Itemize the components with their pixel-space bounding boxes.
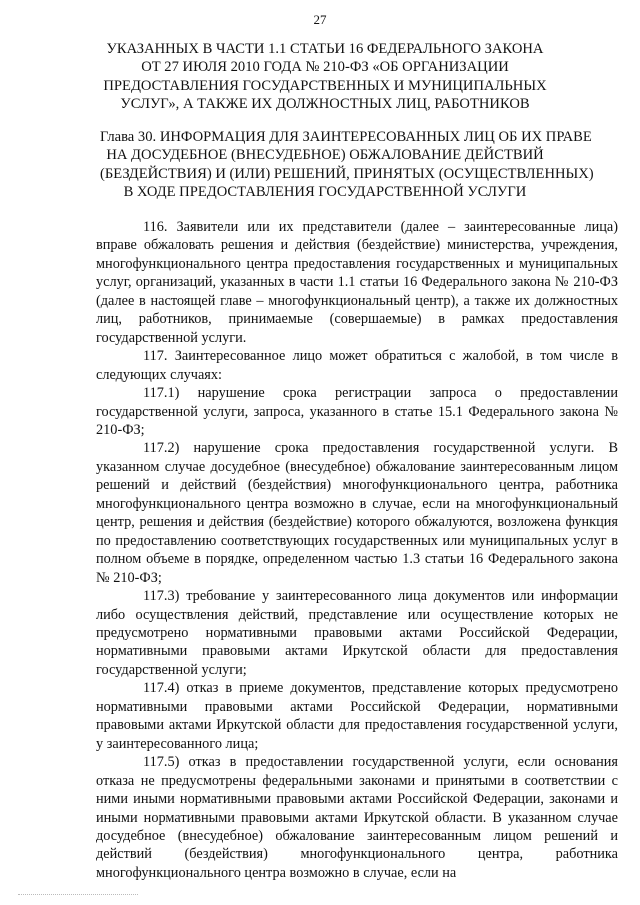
paragraph-117: 117. Заинтересованное лицо может обратиться с жалобой, в том числе в следующих случаях: [96,348,618,383]
chapter-heading [100,128,594,202]
paragraph-116: 116. Заявители или их представители (далее – заинтересованные лица) вправе обжаловать решения и действия (бездействие) министерства, учреждения, многофункционального центра предоставления государственных и муниципальных услуг, организаций, указанных в части 1.1 статьи 16 Федерального закона № 210-ФЗ (далее в настоящей главе – многофункциональный центр), а также их должностных лиц, работников, принимаемые (совершаемые) в рамках предоставления государственной услуги. [96,219,618,346]
heading-line: ОТ 27 ИЮЛЯ 2010 ГОДА № 210-ФЗ «ОБ ОРГАНИЗАЦИИ [141,59,509,76]
paragraph-117-3: 117.3) требование у заинтересованного лица документов или информации либо осуществления действий, представление или осуществление которых не предусмотрено нормативными правовыми актами Российской Федерации, нормативными правовыми актами Иркутской области для предоставления государственной услуги; [96,588,618,678]
heading-line: УКАЗАННЫХ В ЧАСТИ 1.1 СТАТЬИ 16 ФЕДЕРАЛЬНОГО ЗАКОНА [106,41,544,57]
section-heading [86,40,564,114]
heading-line: УСЛУГ», А ТАКЖЕ ИХ ДОЛЖНОСТНЫХ ЛИЦ, РАБОТНИКОВ [120,96,530,113]
chapter-heading-line: НА ДОСУДЕБНОЕ (ВНЕСУДЕБНОЕ) ОБЖАЛОВАНИЕ ДЕЙСТВИЙ [106,147,544,164]
chapter-heading-line: В ХОДЕ ПРЕДОСТАВЛЕНИЯ ГОСУДАРСТВЕННОЙ УСЛУГИ [123,184,527,201]
paragraph-117-5: 117.5) отказ в предоставлении государственной услуги, если основания отказа не предусмотрены федеральными законами и принятыми в соответствии с ними иными нормативными правовыми актами Российской Федерации, законами и иными нормативными правовыми актами Иркутской области. В указанном случае досудебное (внесудебное) обжалование заинтересованным лицом решений и действий (бездействия) многофункционального центра, работника многофункционального центра возможно в случае, если на [96,754,618,881]
body-text [96,218,618,882]
paragraph-117-2: 117.2) нарушение срока предоставления государственной услуги. В указанном случае досудебное (внесудебное) обжалование заинтересованным лицом решений и действий (бездействия) многофункционального центра, работника многофункционального центра возможно в случае, если на многофункциональный центр, решения и действия (бездействие) которого обжалуются, возложена функция по предоставлению соответствующих государственных или муниципальных услуг в полном объеме в порядке, определенном частью 1.3 статьи 16 Федерального закона № 210-ФЗ; [96,440,618,586]
chapter-heading-line: Глава 30. ИНФОРМАЦИЯ ДЛЯ ЗАИНТЕРЕСОВАННЫХ ЛИЦ ОБ ИХ ПРАВЕ [100,129,592,145]
paragraph-117-4: 117.4) отказ в приеме документов, представление которых предусмотрено нормативными правовыми актами Российской Федерации, нормативными правовыми актами Иркутской области для предоставления государственной услуги, у заинтересованного лица; [96,680,618,752]
chapter-heading-line: (БЕЗДЕЙСТВИЯ) И (ИЛИ) РЕШЕНИЙ, ПРИНЯТЫХ (ОСУЩЕСТВЛЕННЫХ) [100,165,594,182]
scan-artifact [18,894,138,899]
heading-line: ПРЕДОСТАВЛЕНИЯ ГОСУДАРСТВЕННЫХ И МУНИЦИПАЛЬНЫХ [103,77,547,94]
paragraph-117-1: 117.1) нарушение срока регистрации запроса о предоставлении государственной услуги, запроса, указанного в статье 15.1 Федерального закона № 210-ФЗ; [96,385,618,438]
page-number: 27 [313,12,327,27]
